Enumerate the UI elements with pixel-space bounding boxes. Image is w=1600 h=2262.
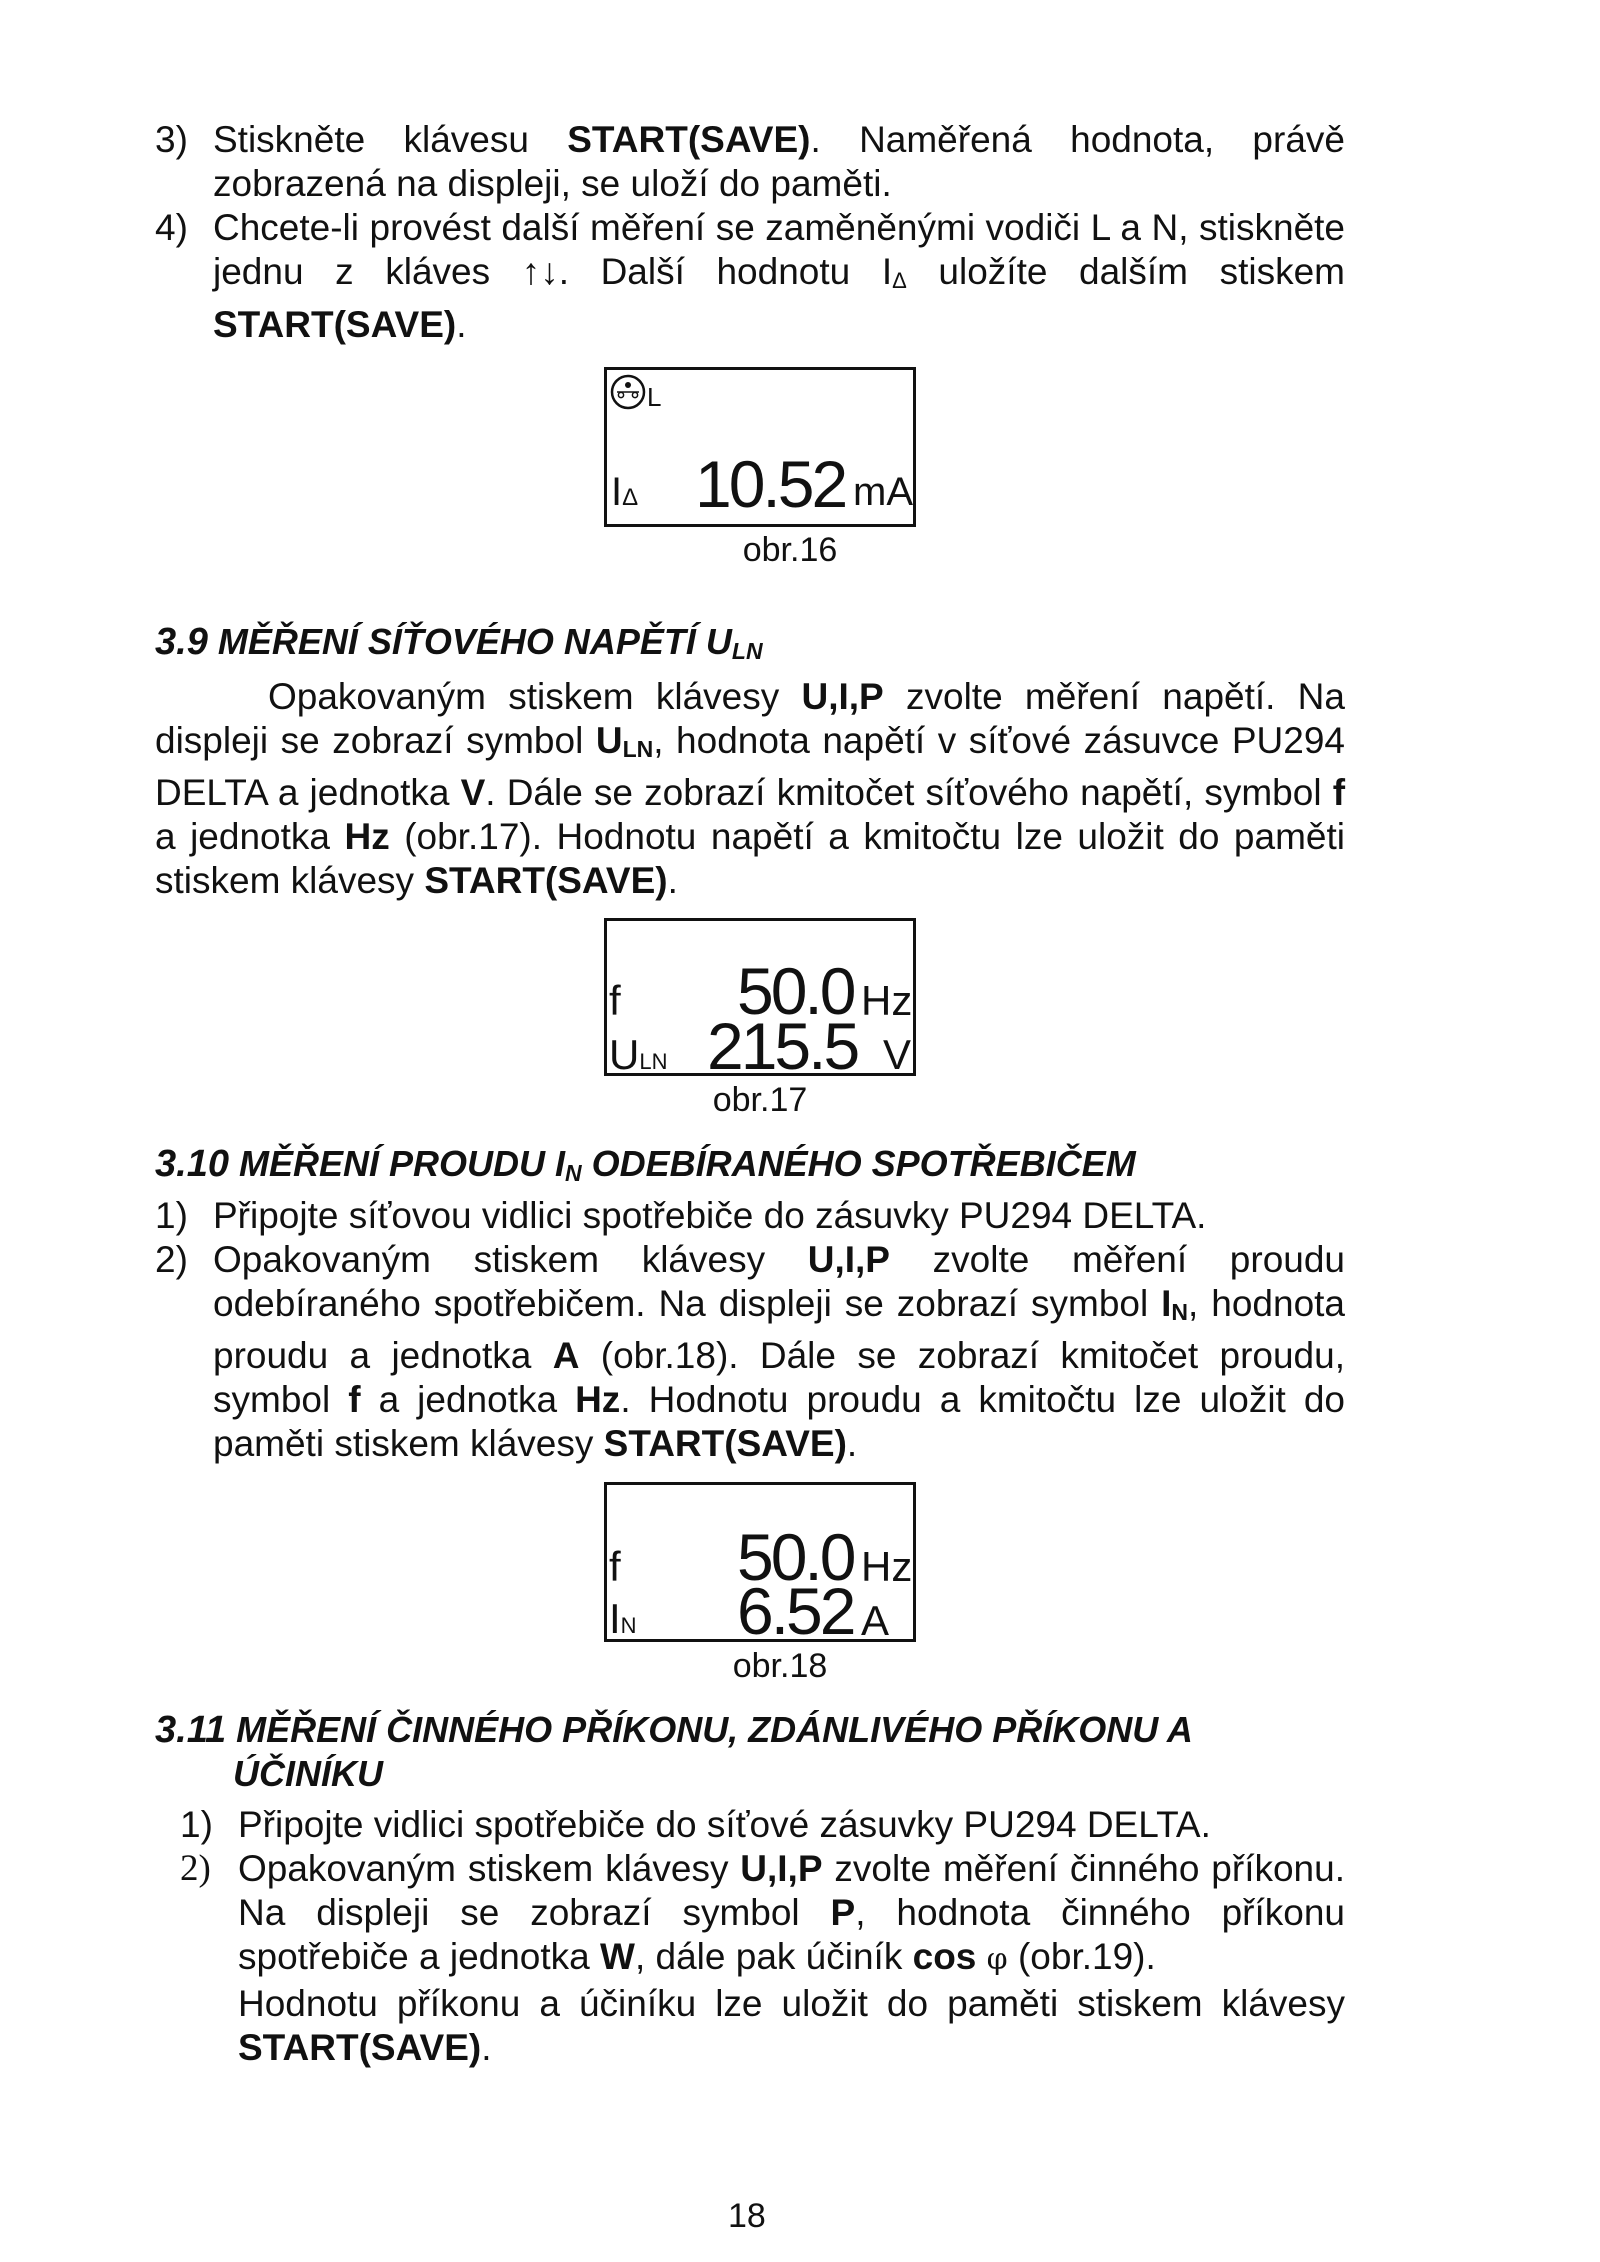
step-text: Stiskněte klávesu START(SAVE). Naměřená hodnota, právě zobrazená na displeji, se uloží do paměti.	[213, 119, 1345, 204]
figure-caption: obr.18	[732, 1647, 828, 1685]
lcd-value-voltage: 215.5	[707, 1009, 858, 1083]
lcd-value-frequency: 50.0	[737, 1520, 854, 1594]
section-3-10-step-1: 1) Připojte síťovou vidlici spotřebiče do zásuvky PU294 DELTA.	[155, 1195, 1207, 1236]
step-text: Chcete-li provést další měření se zaměněnými vodiči L a N, stiskněte jednu z kláves ↑↓. Další hodnotu IΔ uložíte dalším stiskem START(SAVE).	[213, 207, 1345, 345]
phi-symbol: φ	[986, 1942, 1008, 1977]
lcd-symbol-in: IN	[609, 1595, 637, 1642]
arrow-keys-icon: ↑↓	[521, 251, 559, 292]
section-3-10-step-2: 2) Opakovaným stiskem klávesy U,I,P zvolte měření proudu odebíraného spotřebičem. Na displeji se zobrazí symbol IN, hodnota proudu a jednotka A (obr.18). Dále se zobrazí kmitočet proudu, symbol f a jednotka Hz. Hodnotu proudu a kmitočtu lze uložit do paměti stiskem klávesy START(SAVE).	[155, 1239, 1346, 1464]
lcd-value-frequency: 50.0	[737, 954, 854, 1028]
section-3-11-step-1: 1) Připojte vidlici spotřebiče do síťové zásuvky PU294 DELTA.	[180, 1804, 1211, 1845]
key-start-save: START(SAVE)	[567, 119, 811, 160]
lcd-display-fig17	[604, 918, 916, 1083]
section-title-line2: ÚČINÍKU	[233, 1753, 383, 1794]
lcd-unit-a: A	[861, 1597, 890, 1644]
section-title-line1: MĚŘENÍ ČINNÉHO PŘÍKONU, ZDÁNLIVÉHO PŘÍKONU A	[236, 1709, 1193, 1750]
section-number: 3.11	[155, 1709, 227, 1751]
lcd-unit-hz: Hz	[861, 977, 913, 1024]
section-3-11-step-2: 2) Opakovaným stiskem klávesy U,I,P zvolte měření činného příkonu. Na displeji se zobrazí symbol P, hodnota činného příkonu spotřebiče a jednotka W, dále pak účiník cos φ (obr.19). Hodnotu příkonu a účiníku lze uložit do paměti stiskem klávesy START(SAVE).	[180, 1848, 1345, 2068]
lcd-symbol-uln: ULN	[609, 1031, 668, 1078]
page-number: 18	[728, 2197, 766, 2235]
step-4	[155, 206, 1345, 345]
step-number: 3)	[155, 119, 188, 160]
section-number: 3.9	[155, 621, 208, 663]
lcd-symbol-f: f	[609, 977, 621, 1024]
lcd-display-fig16	[604, 367, 916, 527]
section-title: MĚŘENÍ PROUDU IN ODEBÍRANÉHO SPOTŘEBIČEM	[238, 1143, 1136, 1186]
figure-caption: obr.17	[712, 1081, 808, 1119]
section-3-9-paragraph: Opakovaným stiskem klávesy U,I,P zvolte měření napětí. Na displeji se zobrazí symbol ULN, hodnota napětí v síťové zásuvce PU294 DELTA a jednotka V. Dále se zobrazí kmitočet síťového napětí, symbol f a jednotka Hz (obr.17). Hodnotu napětí a kmitočtu lze uložit do paměti stiskem klávesy START(SAVE).	[155, 676, 1346, 901]
key-start-save: START(SAVE)	[213, 304, 457, 345]
section-heading-3-9	[155, 620, 1355, 673]
lcd-unit-v: V	[883, 1031, 912, 1078]
lcd-mode-label: L	[647, 382, 662, 412]
lcd-display-fig18	[604, 1482, 916, 1648]
lcd-value-current: 6.52	[737, 1574, 854, 1648]
lcd-unit-hz: Hz	[861, 1543, 913, 1590]
section-heading-3-11	[155, 1708, 1405, 1796]
step-number: 4)	[155, 207, 188, 248]
section-title: MĚŘENÍ SÍŤOVÉHO NAPĚTÍ ULN	[217, 621, 763, 664]
figure-caption: obr.16	[742, 531, 838, 569]
section-number: 3.10	[155, 1143, 229, 1185]
lcd-symbol: IΔ	[611, 470, 639, 514]
lcd-value: 10.52	[695, 447, 846, 521]
step-3	[155, 118, 1345, 206]
lcd-symbol-f: f	[609, 1543, 621, 1590]
lcd-unit: mA	[853, 470, 913, 514]
section-heading-3-10	[155, 1142, 1405, 1195]
